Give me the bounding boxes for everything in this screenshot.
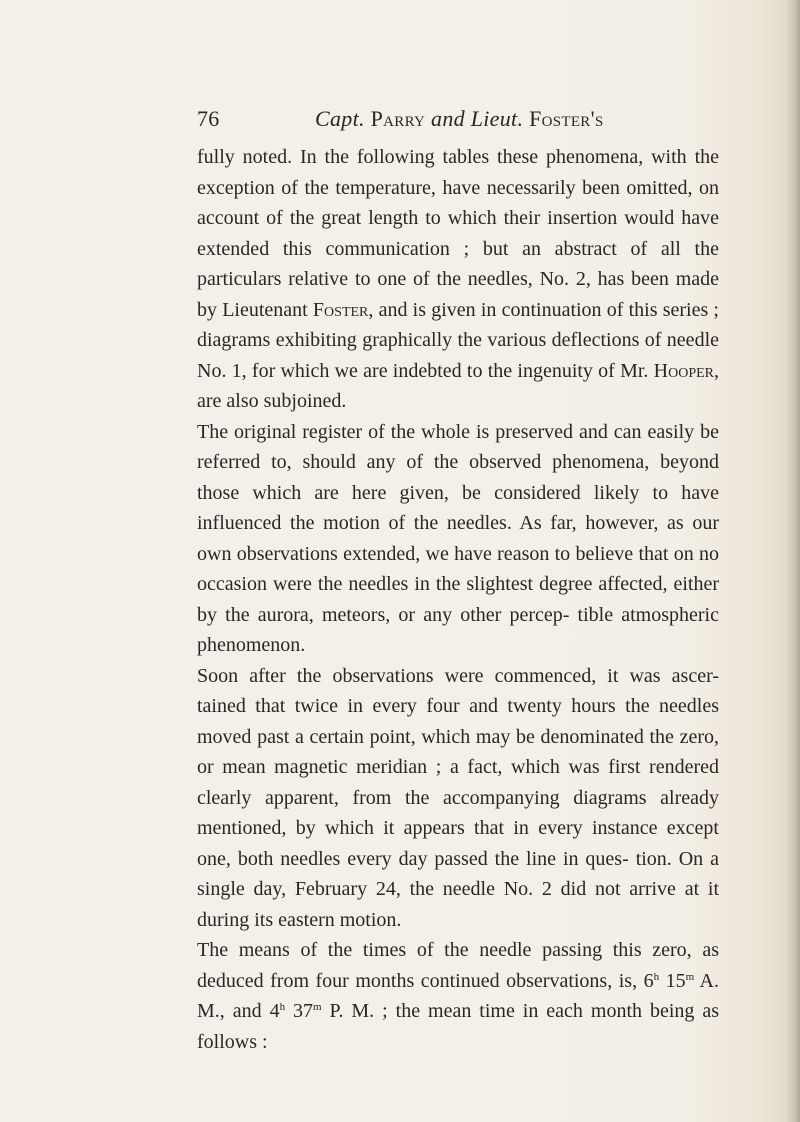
text-run: , and is given in continuation of this series ; diagrams exhibiting graphically the various deflections of needle No. 1, for which we are indebted to the ingenuity of Mr. bbox=[197, 298, 719, 382]
text-run: Soon after the observations were commenced, it was ascer- tained that twice in every four and twenty hours the needles moved past a certain point, which may be denominated the zero, or mean magnetic meridian ; a fact, which was first rendered clearly apparent, from the accompanying diagrams already mentioned, by which it appears that in every instance except one, both needles every day passed the line in ques- tion. On a single day, February 24, the needle No. 2 did not arrive at it during its eastern motion. bbox=[197, 664, 719, 931]
superscript-unit: m bbox=[685, 970, 695, 983]
text-run: A. M., and 4 bbox=[197, 969, 720, 1022]
small-caps-name: Hooper bbox=[653, 359, 714, 382]
text-run: , are also subjoined. bbox=[197, 359, 719, 412]
superscript-unit: h bbox=[279, 1001, 286, 1013]
text-run: The original register of the whole is preserved and can easily be referred to, should any of the observed phenomena, beyond those which are here given, be considered likely to have influenced the motion of the needles. As far, however, as our own observations extended, we have reason to believe that on no occasion were the needles in the slightest degree affected, either by the aurora, meteors, or any other percep- tible atmospheric phenomenon. bbox=[197, 420, 719, 656]
header-title-italic-2: and Lieut. bbox=[431, 106, 524, 131]
paragraph bbox=[197, 417, 719, 661]
text-run: The means of the times of the needle passing this zero, as deduced from four months continued observations, is, 6 bbox=[197, 939, 719, 992]
header-title-name-1: Parry bbox=[370, 106, 426, 131]
paragraph bbox=[197, 935, 719, 1057]
small-caps-name: Foster bbox=[312, 298, 369, 321]
paragraph bbox=[197, 661, 719, 936]
running-header bbox=[197, 106, 717, 132]
body-text bbox=[197, 142, 719, 1057]
text-run: P. M. ; the mean time in each month being as follows : bbox=[197, 1000, 719, 1053]
text-run: fully noted. In the following tables these phenomena, with the exception of the temperature, have necessarily been omitted, on account of the great length to which their insertion would have extended this communication ; but an abstract of all the particulars relative to one of the needles, No. 2, has been made by Lieutenant bbox=[197, 146, 719, 321]
page-edge-shadow bbox=[786, 0, 800, 1122]
text-run: 37 bbox=[285, 1000, 314, 1022]
header-title-italic-1: Capt. bbox=[315, 106, 365, 131]
header-title-name-2: Foster's bbox=[529, 106, 604, 131]
page-number: 76 bbox=[197, 106, 220, 131]
text-run: 15 bbox=[659, 969, 686, 992]
superscript-unit: h bbox=[653, 970, 660, 983]
superscript-unit: m bbox=[313, 1001, 322, 1013]
paragraph bbox=[197, 142, 719, 417]
